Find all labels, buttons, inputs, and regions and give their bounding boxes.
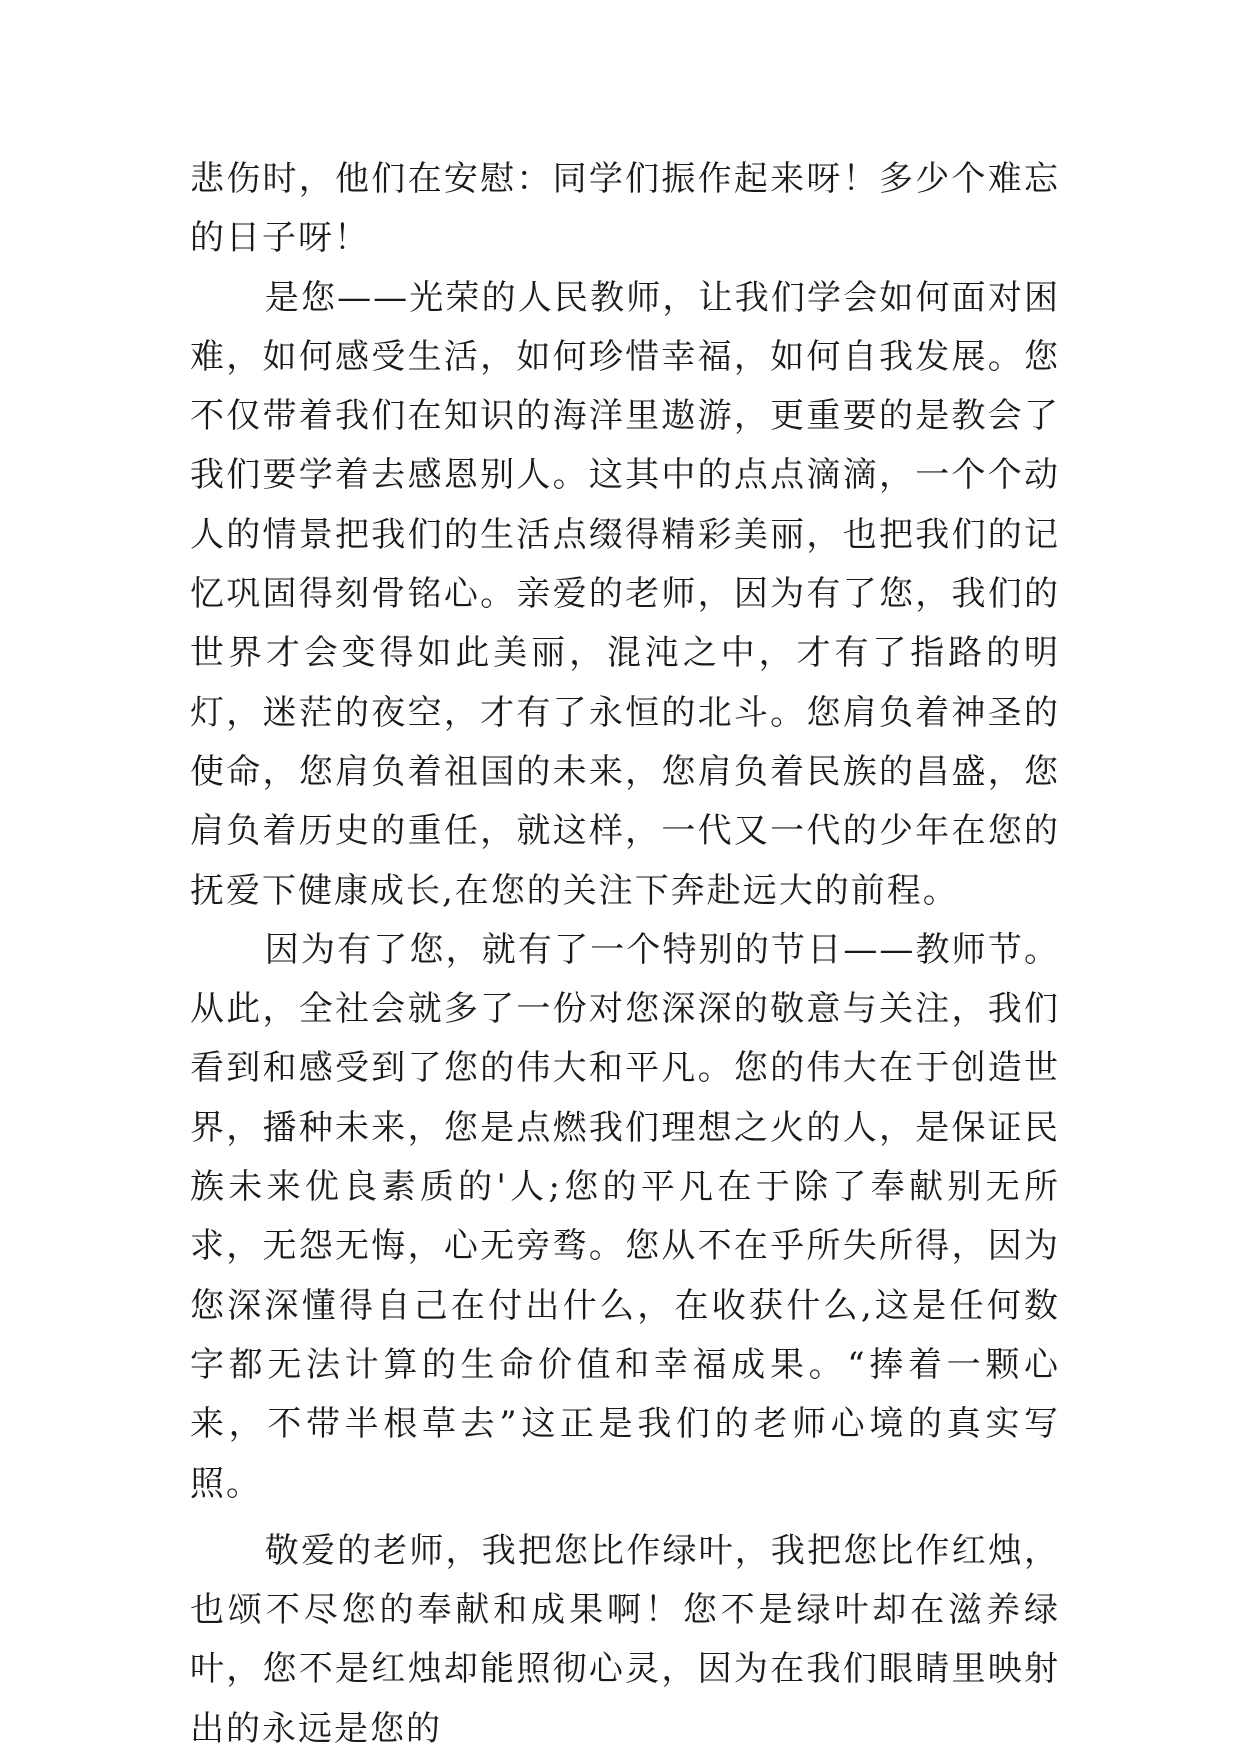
paragraph-teacher-glory: 是您——光荣的人民教师，让我们学会如何面对困难，如何感受生活，如何珍惜幸福，如何自我发展。您不仅带着我们在知识的海洋里遨游，更重要的是教会了我们要学着去感恩别人。这其中的点点滴滴，一个个动人的情景把我们的生活点缀得精彩美丽，也把我们的记忆巩固得刻骨铭心。亲爱的老师，因为有了您，我们的世界才会变得如此美丽，混沌之中，才有了指路的明灯，迷茫的夜空，才有了永恒的北斗。您肩负着神圣的使命，您肩负着祖国的未来，您肩负着民族的昌盛，您肩负着历史的重任，就这样，一代又一代的少年在您的抚爱下健康成长,在您的关注下奔赴远大的前程。 — [190, 277, 1060, 911]
paragraph-green-leaf: 敬爱的老师，我把您比作绿叶，我把您比作红烛，也颂不尽您的奉献和成果啊！您不是绿叶却在滋养绿叶，您不是红烛却能照彻心灵，因为在我们眼睛里映射出的永远是您的 — [190, 1530, 1060, 1749]
paragraph-continued: 悲伤时，他们在安慰：同学们振作起来呀！多少个难忘的日子呀！ — [190, 159, 1060, 259]
paragraph-teachers-day: 因为有了您，就有了一个特别的节日——教师节。从此，全社会就多了一份对您深深的敬意与关注，我们看到和感受到了您的伟大和平凡。您的伟大在于创造世界，播种未来，您是点燃我们理想之火的人，是保证民族未来优良素质的'人;您的平凡在于除了奉献别无所求，无怨无悔，心无旁骛。您从不在乎所失所得，因为您深深懂得自己在付出什么，在收获什么,这是任何数字都无法计算的生命价值和幸福成果。“捧着一颗心来，不带半根草去”这正是我们的老师心境的真实写照。 — [190, 929, 1060, 1504]
document-body — [190, 150, 1060, 1759]
